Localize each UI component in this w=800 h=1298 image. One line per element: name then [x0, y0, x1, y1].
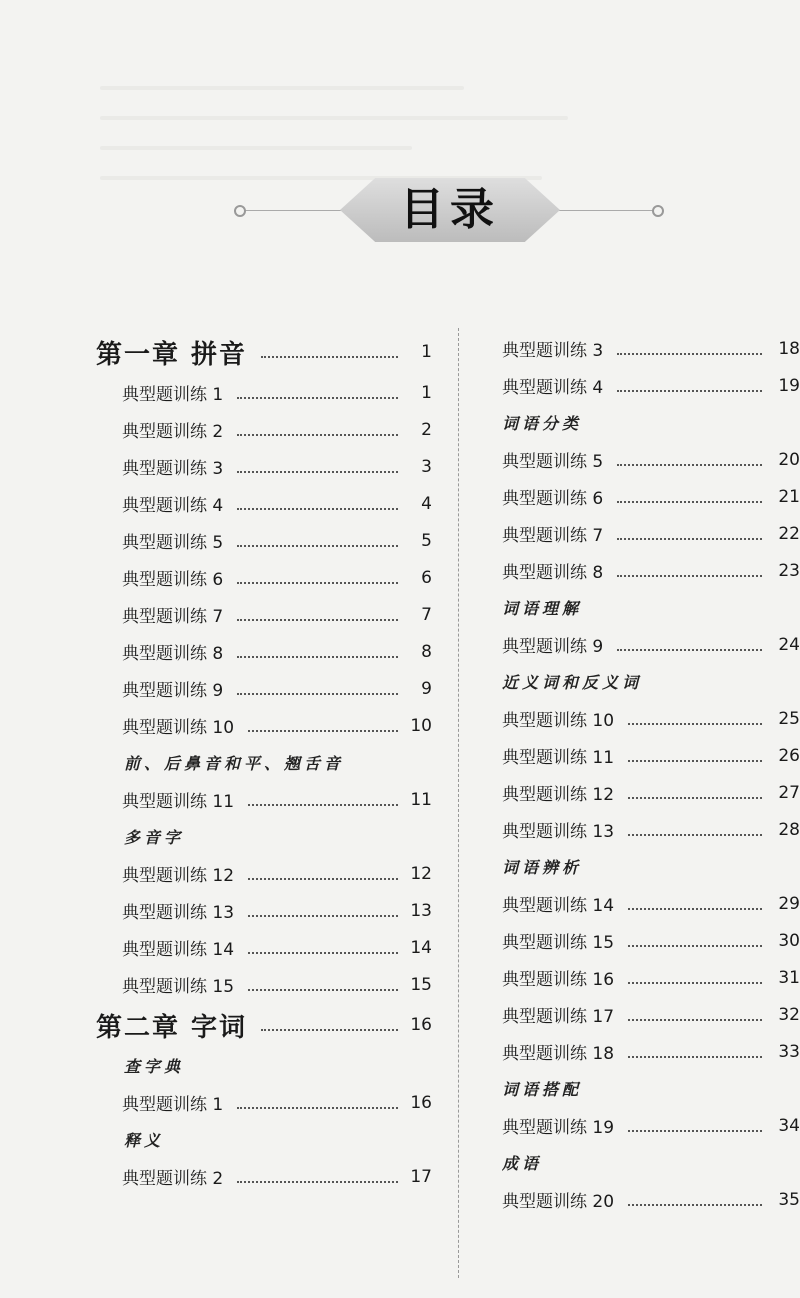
- dot-leader: [248, 720, 398, 732]
- dot-leader: [628, 1194, 762, 1206]
- toc-entry-label: 典型题训练 6: [502, 489, 604, 509]
- toc-section: [502, 404, 800, 441]
- toc-entry-label: 典型题训练 15: [502, 933, 615, 953]
- ornament-dot-left: [234, 205, 246, 217]
- dot-leader: [628, 824, 762, 836]
- toc-section-label: 多音字: [124, 828, 185, 847]
- page-number: 15: [410, 974, 432, 995]
- toc-entry[interactable]: [96, 485, 432, 522]
- dot-leader: [617, 343, 762, 355]
- toc-entry-label: 典型题训练 14: [502, 896, 615, 916]
- page-number: 11: [410, 789, 432, 810]
- toc-entry-label: 典型题训练 7: [502, 526, 604, 546]
- toc-entry[interactable]: [96, 892, 432, 929]
- toc-entry-label: 典型题训练 2: [122, 1169, 224, 1189]
- toc-entry[interactable]: [96, 707, 432, 744]
- page-number: 34: [778, 1115, 800, 1136]
- toc-entry[interactable]: [96, 929, 432, 966]
- toc-entry[interactable]: [96, 966, 432, 1003]
- toc-section-label: 词语分类: [502, 414, 583, 433]
- page-number: 29: [778, 893, 800, 914]
- toc-section-label: 词语辨析: [502, 858, 583, 877]
- toc-entry-label: 典型题训练 5: [502, 452, 604, 472]
- dot-leader: [237, 609, 398, 621]
- toc-entry[interactable]: [96, 670, 432, 707]
- toc-entry-label: 典型题训练 2: [122, 422, 224, 442]
- toc-section: [502, 663, 800, 700]
- page-number: 19: [778, 375, 800, 396]
- page-number: 2: [421, 419, 432, 440]
- toc-entry[interactable]: [96, 1158, 432, 1195]
- toc-entry-label: 典型题训练 10: [122, 718, 235, 738]
- dot-leader: [237, 424, 398, 436]
- dot-leader: [237, 461, 398, 473]
- toc-section: [96, 1121, 432, 1158]
- toc-entry[interactable]: [96, 374, 432, 411]
- dot-leader: [248, 794, 398, 806]
- toc-section: [502, 1070, 800, 1107]
- page-number: 35: [778, 1189, 800, 1210]
- toc-entry[interactable]: [96, 855, 432, 892]
- toc-entry-label: 典型题训练 7: [122, 607, 224, 627]
- toc-header-banner: [230, 176, 670, 246]
- page-number: 1: [421, 342, 432, 362]
- toc-entry-label: 典型题训练 1: [122, 1095, 224, 1115]
- toc-entry-label: 典型题训练 5: [122, 533, 224, 553]
- toc-section: [96, 818, 432, 855]
- toc-chapter-label: 第二章 字词: [96, 1012, 248, 1043]
- toc-entry[interactable]: [502, 515, 800, 552]
- dot-leader: [237, 1171, 398, 1183]
- page-number: 16: [410, 1092, 432, 1113]
- page-number: 3: [421, 456, 432, 477]
- toc-entry-label: 典型题训练 17: [502, 1007, 615, 1027]
- toc-chapter[interactable]: [96, 330, 432, 374]
- dot-leader: [628, 1009, 762, 1021]
- toc-section-label: 词语搭配: [502, 1080, 583, 1099]
- toc-entry-label: 典型题训练 9: [502, 637, 604, 657]
- toc-entry[interactable]: [502, 552, 800, 589]
- page-number: 25: [778, 708, 800, 729]
- dot-leader: [237, 572, 398, 584]
- page-number: 7: [421, 604, 432, 625]
- ornament-line-right: [546, 210, 656, 211]
- dot-leader: [628, 1120, 762, 1132]
- toc-section: [96, 1047, 432, 1084]
- toc-entry-label: 典型题训练 3: [122, 459, 224, 479]
- dot-leader: [628, 898, 762, 910]
- toc-entry-label: 典型题训练 4: [122, 496, 224, 516]
- dot-leader: [628, 1046, 762, 1058]
- toc-entry-label: 典型题训练 18: [502, 1044, 615, 1064]
- page-number: 12: [410, 863, 432, 884]
- toc-entry-label: 典型题训练 19: [502, 1118, 615, 1138]
- dot-leader: [248, 979, 398, 991]
- toc-entry-label: 典型题训练 8: [122, 644, 224, 664]
- dot-leader: [237, 535, 398, 547]
- toc-entry[interactable]: [96, 633, 432, 670]
- toc-chapter-label: 第一章 拼音: [96, 339, 248, 370]
- toc-section-label: 近义词和反义词: [502, 673, 643, 692]
- dot-leader: [248, 905, 398, 917]
- dot-leader: [617, 454, 762, 466]
- page-number: 13: [410, 900, 432, 921]
- page-number: 8: [421, 641, 432, 662]
- toc-entry[interactable]: [502, 478, 800, 515]
- dot-leader: [617, 491, 762, 503]
- toc-entry-label: 典型题训练 13: [122, 903, 235, 923]
- page-number: 1: [421, 382, 432, 403]
- toc-entry-label: 典型题训练 4: [502, 378, 604, 398]
- dot-leader: [237, 387, 398, 399]
- page-number: 31: [778, 967, 800, 988]
- toc-entry[interactable]: [502, 1033, 800, 1070]
- toc-entry-label: 典型题训练 11: [122, 792, 235, 812]
- toc-entry[interactable]: [96, 522, 432, 559]
- toc-entry[interactable]: [502, 700, 800, 737]
- column-divider: [458, 328, 459, 1278]
- toc-section-label: 词语理解: [502, 599, 583, 618]
- page-number: 18: [778, 338, 800, 359]
- dot-leader: [237, 1097, 398, 1109]
- dot-leader: [628, 935, 762, 947]
- dot-leader: [617, 639, 762, 651]
- toc-entry[interactable]: [502, 996, 800, 1033]
- dot-leader: [628, 750, 762, 762]
- page-number: 24: [778, 634, 800, 655]
- toc-entry-label: 典型题训练 8: [502, 563, 604, 583]
- page-number: 17: [410, 1166, 432, 1187]
- toc-entry-label: 典型题训练 12: [502, 785, 615, 805]
- toc-entry[interactable]: [96, 1084, 432, 1121]
- page-number: 21: [778, 486, 800, 507]
- dot-leader: [261, 1019, 398, 1031]
- toc-entry-label: 典型题训练 11: [502, 748, 615, 768]
- toc-entry-label: 典型题训练 16: [502, 970, 615, 990]
- page-number: 27: [778, 782, 800, 803]
- page-number: 9: [421, 678, 432, 699]
- toc-entry-label: 典型题训练 20: [502, 1192, 615, 1212]
- toc-entry-label: 典型题训练 6: [122, 570, 224, 590]
- dot-leader: [628, 713, 762, 725]
- toc-entry[interactable]: [502, 774, 800, 811]
- toc-entry[interactable]: [502, 737, 800, 774]
- toc-entry[interactable]: [502, 959, 800, 996]
- toc-entry-label: 典型题训练 3: [502, 341, 604, 361]
- toc-section: [502, 589, 800, 626]
- toc-entry[interactable]: [502, 330, 800, 367]
- toc-entry[interactable]: [502, 626, 800, 663]
- toc-entry[interactable]: [502, 885, 800, 922]
- page-number: 26: [778, 745, 800, 766]
- page-number: 10: [410, 715, 432, 736]
- page-number: 16: [410, 1015, 432, 1035]
- toc-column-left: [96, 330, 432, 1195]
- dot-leader: [237, 683, 398, 695]
- dot-leader: [617, 528, 762, 540]
- dot-leader: [237, 646, 398, 658]
- toc-entry[interactable]: [96, 448, 432, 485]
- toc-entry[interactable]: [502, 811, 800, 848]
- dot-leader: [617, 380, 762, 392]
- ornament-dot-right: [652, 205, 664, 217]
- toc-entry[interactable]: [502, 1107, 800, 1144]
- page-number: 20: [778, 449, 800, 470]
- ornament-line-left: [244, 210, 354, 211]
- toc-entry-label: 典型题训练 1: [122, 385, 224, 405]
- toc-entry-label: 典型题训练 12: [122, 866, 235, 886]
- toc-entry-label: 典型题训练 10: [502, 711, 615, 731]
- page-number: 5: [421, 530, 432, 551]
- dot-leader: [628, 787, 762, 799]
- toc-section-label: 前、后鼻音和平、翘舌音: [124, 754, 345, 773]
- toc-section: [502, 1144, 800, 1181]
- toc-entry-label: 典型题训练 9: [122, 681, 224, 701]
- dot-leader: [628, 972, 762, 984]
- page-number: 14: [410, 937, 432, 958]
- toc-section: [96, 744, 432, 781]
- page-number: 23: [778, 560, 800, 581]
- page-number: 28: [778, 819, 800, 840]
- toc-entry[interactable]: [502, 441, 800, 478]
- toc-entry[interactable]: [502, 1181, 800, 1218]
- page-number: 30: [778, 930, 800, 951]
- page-number: 22: [778, 523, 800, 544]
- dot-leader: [617, 565, 762, 577]
- toc-entry[interactable]: [502, 367, 800, 404]
- toc-column-right: [502, 330, 800, 1218]
- toc-entry-label: 典型题训练 13: [502, 822, 615, 842]
- toc-section-label: 查字典: [124, 1057, 185, 1076]
- toc-entry-label: 典型题训练 14: [122, 940, 235, 960]
- page-number: 32: [778, 1004, 800, 1025]
- toc-chapter[interactable]: [96, 1003, 432, 1047]
- dot-leader: [248, 868, 398, 880]
- toc-entry[interactable]: [96, 781, 432, 818]
- dot-leader: [248, 942, 398, 954]
- toc-entry[interactable]: [96, 559, 432, 596]
- toc-section-label: 成语: [502, 1154, 543, 1173]
- page-number: 6: [421, 567, 432, 588]
- dot-leader: [237, 498, 398, 510]
- toc-section: [502, 848, 800, 885]
- page-number: 33: [778, 1041, 800, 1062]
- page-number: 4: [421, 493, 432, 514]
- dot-leader: [261, 346, 398, 358]
- page-title: 目录: [400, 184, 500, 235]
- toc-entry[interactable]: [502, 922, 800, 959]
- toc-entry[interactable]: [96, 596, 432, 633]
- toc-section-label: 释义: [124, 1131, 165, 1150]
- toc-entry[interactable]: [96, 411, 432, 448]
- toc-entry-label: 典型题训练 15: [122, 977, 235, 997]
